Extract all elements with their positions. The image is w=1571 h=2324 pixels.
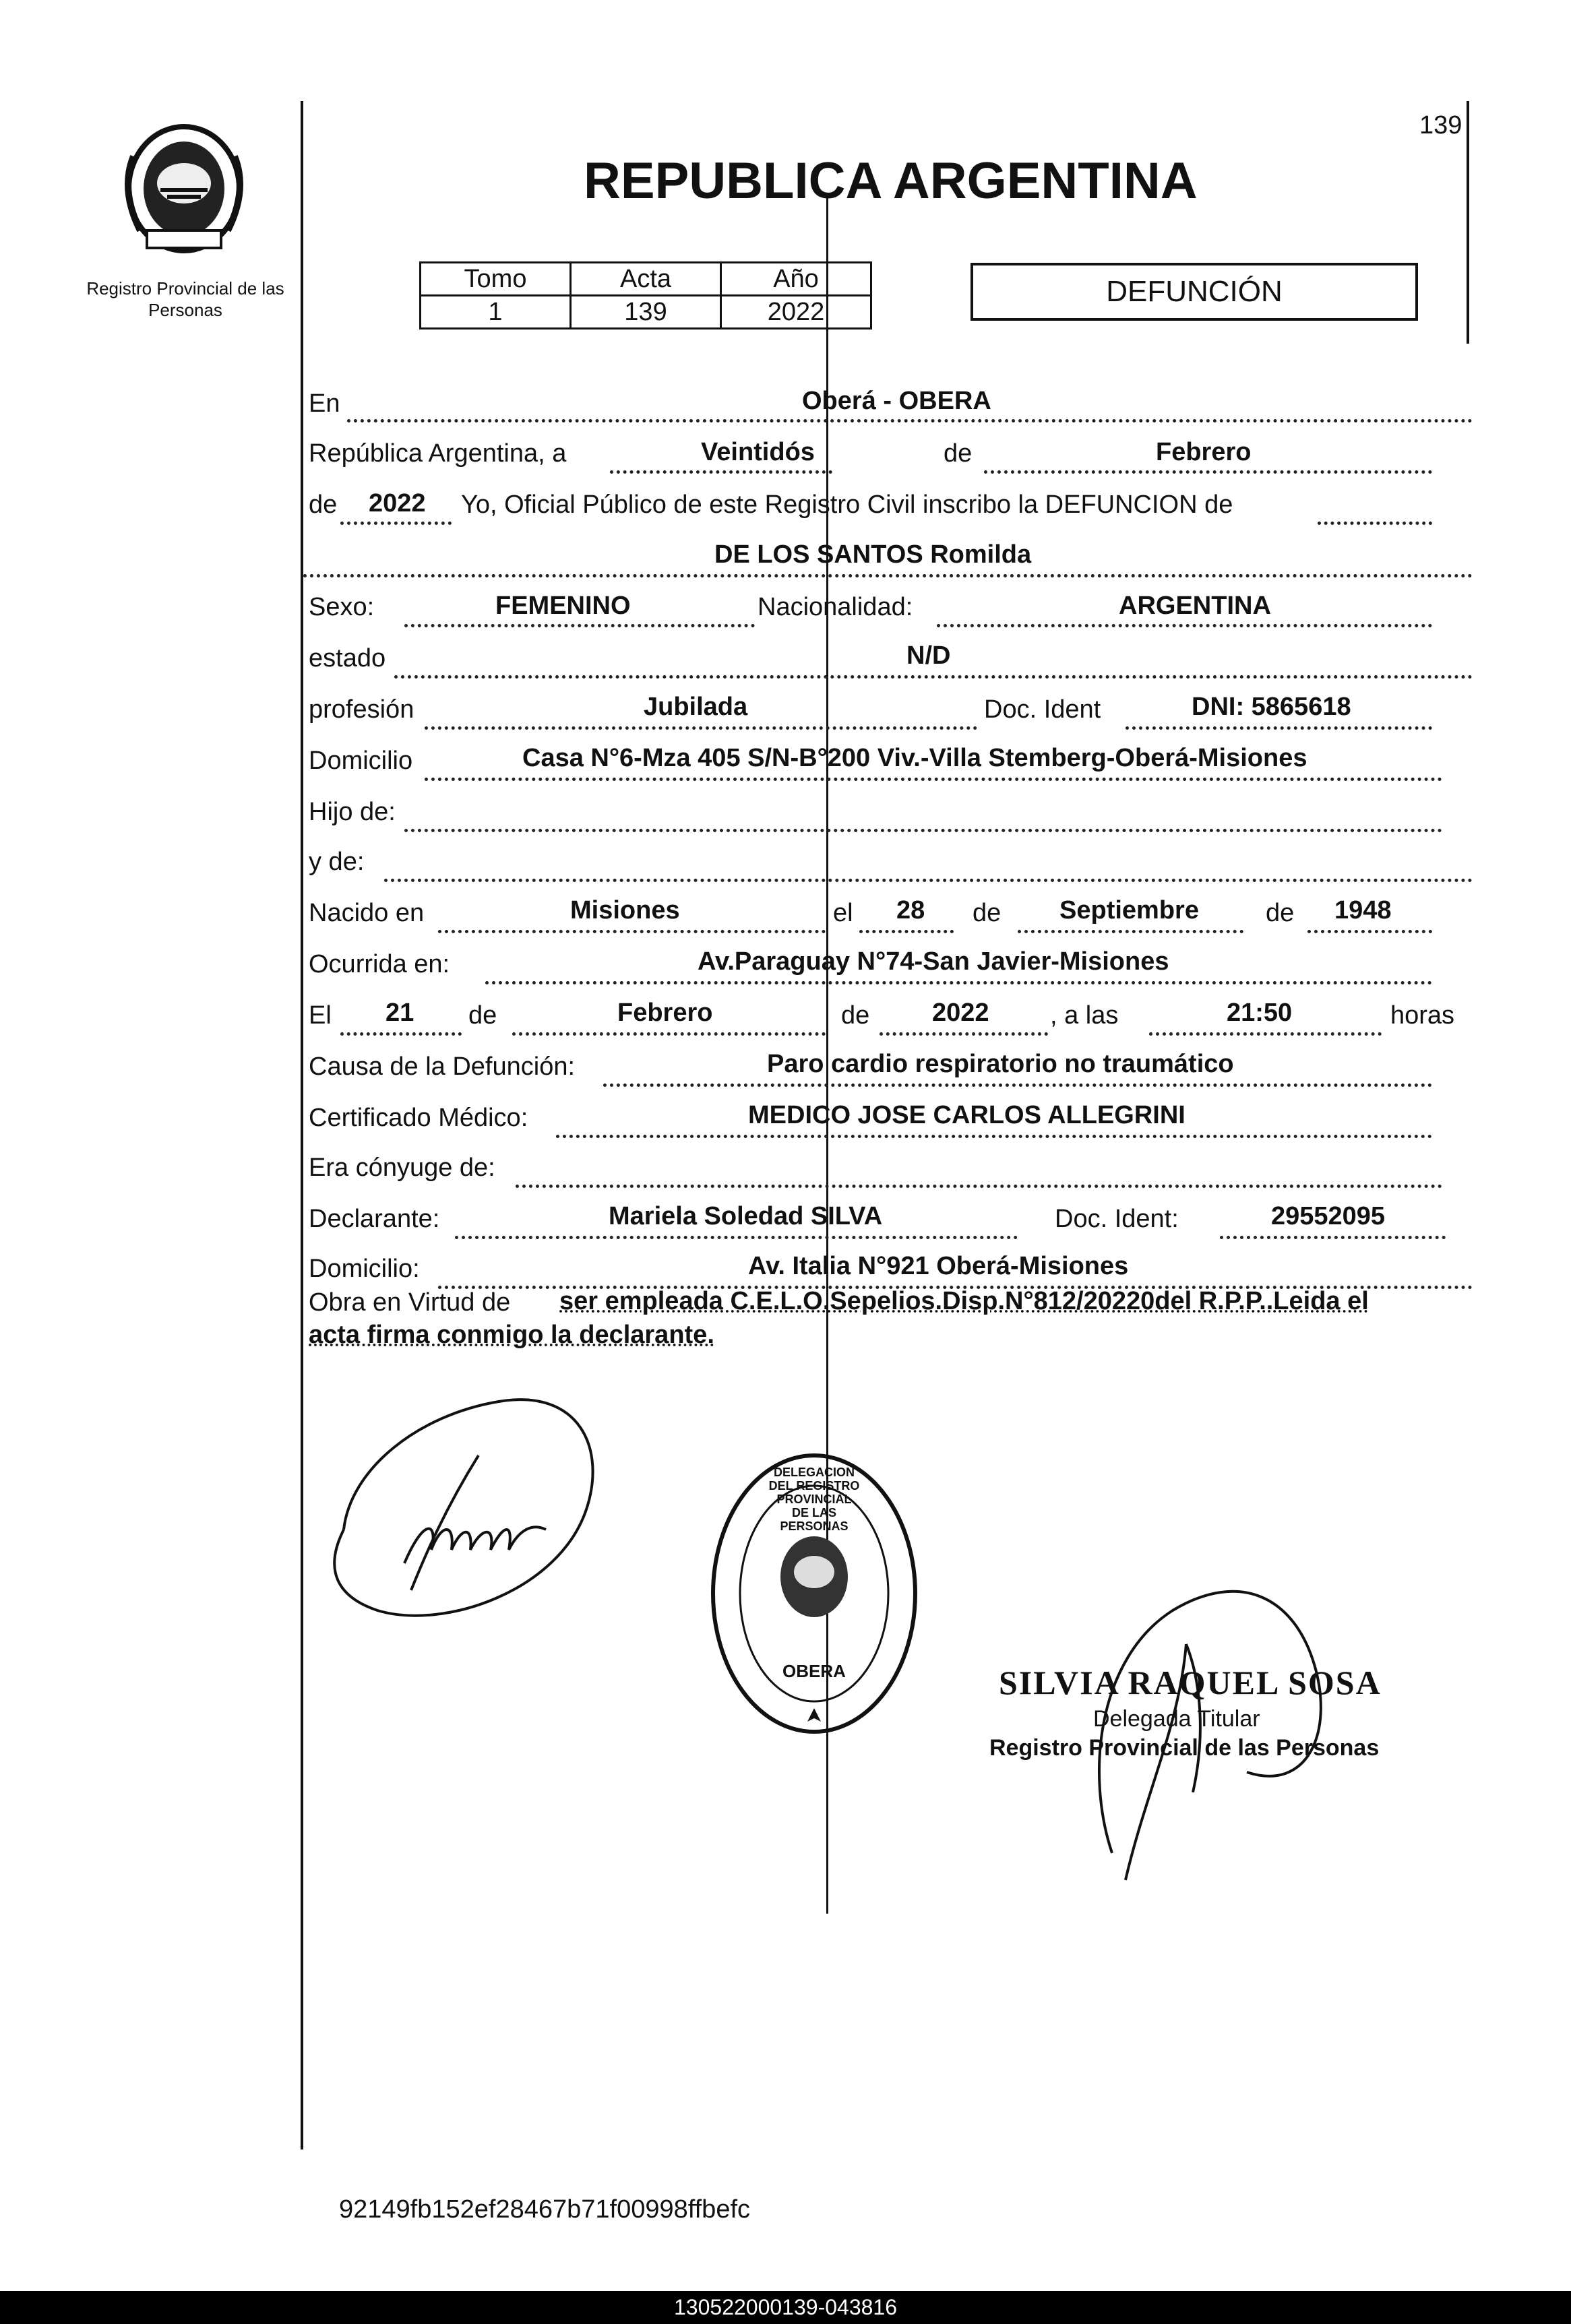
dotted-line — [303, 574, 1473, 577]
anio-prefix: de — [309, 491, 338, 519]
alas-label: , a las — [1050, 1001, 1119, 1030]
nac-de2: de — [1266, 899, 1295, 927]
dotted-line — [384, 879, 1473, 882]
en-label: En — [309, 389, 340, 418]
doc-value: DNI: 5865618 — [1192, 693, 1351, 721]
nacido-value: Misiones — [570, 896, 680, 924]
table-header-tomo: Tomo — [421, 263, 571, 296]
dotted-line — [1318, 522, 1432, 525]
nacionalidad-value: ARGENTINA — [1119, 592, 1271, 620]
domicilio2-value: Av. Italia N°921 Oberá-Misiones — [748, 1252, 1129, 1280]
dotted-line — [347, 419, 1473, 422]
declarante-value: Mariela Soledad SILVA — [609, 1202, 883, 1230]
nac-mes: Septiembre — [1059, 896, 1199, 924]
barcode-id: 130522000139-043816 — [674, 2295, 897, 2319]
hora-value: 21:50 — [1227, 999, 1293, 1027]
hijo-label: Hijo de: — [309, 798, 396, 826]
causa-label: Causa de la Defunción: — [309, 1053, 576, 1081]
province-logo — [113, 116, 255, 257]
dotted-line — [937, 624, 1432, 627]
profesion-value: Jubilada — [644, 693, 748, 721]
domicilio-value: Casa N°6-Mza 405 S/N-B°200 Viv.-Villa Stemberg-Oberá-Misiones — [522, 744, 1307, 772]
obra-value-2: acta firma conmigo la declarante. — [309, 1321, 714, 1349]
domicilio-label: Domicilio — [309, 747, 413, 775]
dotted-line — [340, 1032, 462, 1036]
footer-bar — [0, 2291, 1571, 2324]
dotted-line — [1126, 726, 1432, 730]
nac-anio: 1948 — [1334, 896, 1392, 924]
dotted-line — [1307, 930, 1432, 933]
org-name: Registro Provincial de las Personas — [86, 278, 284, 320]
dotted-line — [516, 1185, 1442, 1188]
profesion-label: profesión — [309, 695, 414, 724]
dotted-line — [404, 829, 1442, 832]
dotted-line — [485, 981, 1432, 984]
doc2-value: 29552095 — [1271, 1202, 1386, 1230]
table-value-anio: 2022 — [721, 296, 871, 329]
dotted-line — [610, 470, 832, 474]
official-name: SILVIA RAQUEL SOSA — [999, 1664, 1382, 1701]
obra-value-1: ser empleada C.E.L.O.Sepelios.Disp.N°812/20220del R.P.P..Leida el — [559, 1287, 1369, 1315]
conyuge-label: Era cónyuge de: — [309, 1154, 495, 1182]
stamp-city: OBERA — [782, 1661, 846, 1681]
mes-value: Febrero — [1156, 438, 1252, 466]
def-anio: 2022 — [932, 999, 989, 1027]
causa-value: Paro cardio respiratorio no traumático — [767, 1050, 1234, 1078]
dotted-line — [438, 930, 826, 933]
def-de1: de — [468, 1001, 497, 1030]
declarante-label: Declarante: — [309, 1205, 440, 1233]
dotted-line — [984, 470, 1432, 474]
dotted-line — [859, 930, 954, 933]
domicilio2-label: Domicilio: — [309, 1255, 420, 1283]
page-title: REPUBLICA ARGENTINA — [584, 152, 1198, 210]
def-mes: Febrero — [617, 999, 713, 1027]
en-value: Oberá - OBERA — [802, 387, 991, 415]
doc-label: Doc. Ident — [984, 695, 1101, 724]
dotted-line — [512, 1032, 826, 1036]
dotted-line — [1018, 930, 1243, 933]
el2-label: El — [309, 1001, 332, 1030]
dotted-line — [394, 675, 1473, 679]
dotted-line — [880, 1032, 1048, 1036]
estado-label: estado — [309, 644, 386, 672]
nac-dia: 28 — [896, 896, 925, 924]
dotted-line — [1149, 1032, 1382, 1036]
dotted-line — [455, 1236, 1018, 1239]
dotted-line — [425, 778, 1442, 781]
declarant-signature — [324, 1388, 607, 1644]
page-number: 139 — [1419, 111, 1462, 139]
horas-label: horas — [1390, 1001, 1455, 1030]
oficial-text: Yo, Oficial Público de este Registro Civil inscribo la DEFUNCION de — [461, 491, 1233, 519]
dotted-line — [603, 1084, 1432, 1087]
table-header-anio: Año — [721, 263, 871, 296]
ocurrida-label: Ocurrida en: — [309, 950, 450, 978]
official-stamp — [706, 1445, 922, 1742]
nacionalidad-label: Nacionalidad: — [758, 593, 913, 621]
left-margin-line — [301, 101, 303, 2149]
stamp-text: DELEGACION DEL REGISTRO PROVINCIAL DE LAS PERSONAS — [768, 1466, 860, 1533]
sexo-label: Sexo: — [309, 593, 375, 621]
dotted-line — [556, 1135, 1432, 1138]
document-hash: 92149fb152ef28467b71f00998ffbefc — [339, 2195, 751, 2224]
sexo-value: FEMENINO — [495, 592, 631, 620]
obra-label: Obra en Virtud de — [309, 1288, 511, 1317]
def-dia: 21 — [386, 999, 414, 1027]
doc2-label: Doc. Ident: — [1055, 1205, 1179, 1233]
table-value-tomo: 1 — [421, 296, 571, 329]
nacido-label: Nacido en — [309, 899, 425, 927]
anio-value: 2022 — [369, 489, 426, 517]
deceased-name: DE LOS SANTOS Romilda — [714, 540, 1032, 569]
yde-label: y de: — [309, 848, 365, 876]
table-header-acta: Acta — [571, 263, 721, 296]
dotted-line — [1220, 1236, 1446, 1239]
right-margin-line — [1467, 101, 1469, 344]
ocurrida-value: Av.Paraguay N°74-San Javier-Misiones — [698, 947, 1169, 976]
record-type-box: DEFUNCIÓN — [971, 263, 1418, 321]
certificado-label: Certificado Médico: — [309, 1104, 528, 1132]
certificado-value: MEDICO JOSE CARLOS ALLEGRINI — [748, 1101, 1185, 1129]
dia-value: Veintidós — [701, 438, 815, 466]
table-value-acta: 139 — [571, 296, 721, 329]
estado-value: N/D — [906, 641, 951, 670]
nac-de1: de — [973, 899, 1002, 927]
official-role: Delegada Titular — [1093, 1706, 1260, 1732]
el-label: el — [833, 899, 853, 927]
dotted-line — [425, 726, 977, 730]
record-table — [419, 261, 872, 329]
official-org: Registro Provincial de las Personas — [989, 1735, 1380, 1761]
dotted-line — [404, 624, 755, 627]
dotted-line — [340, 522, 452, 525]
republica-label: República Argentina, a — [309, 439, 567, 468]
def-de2: de — [841, 1001, 870, 1030]
de-label: de — [944, 439, 973, 468]
